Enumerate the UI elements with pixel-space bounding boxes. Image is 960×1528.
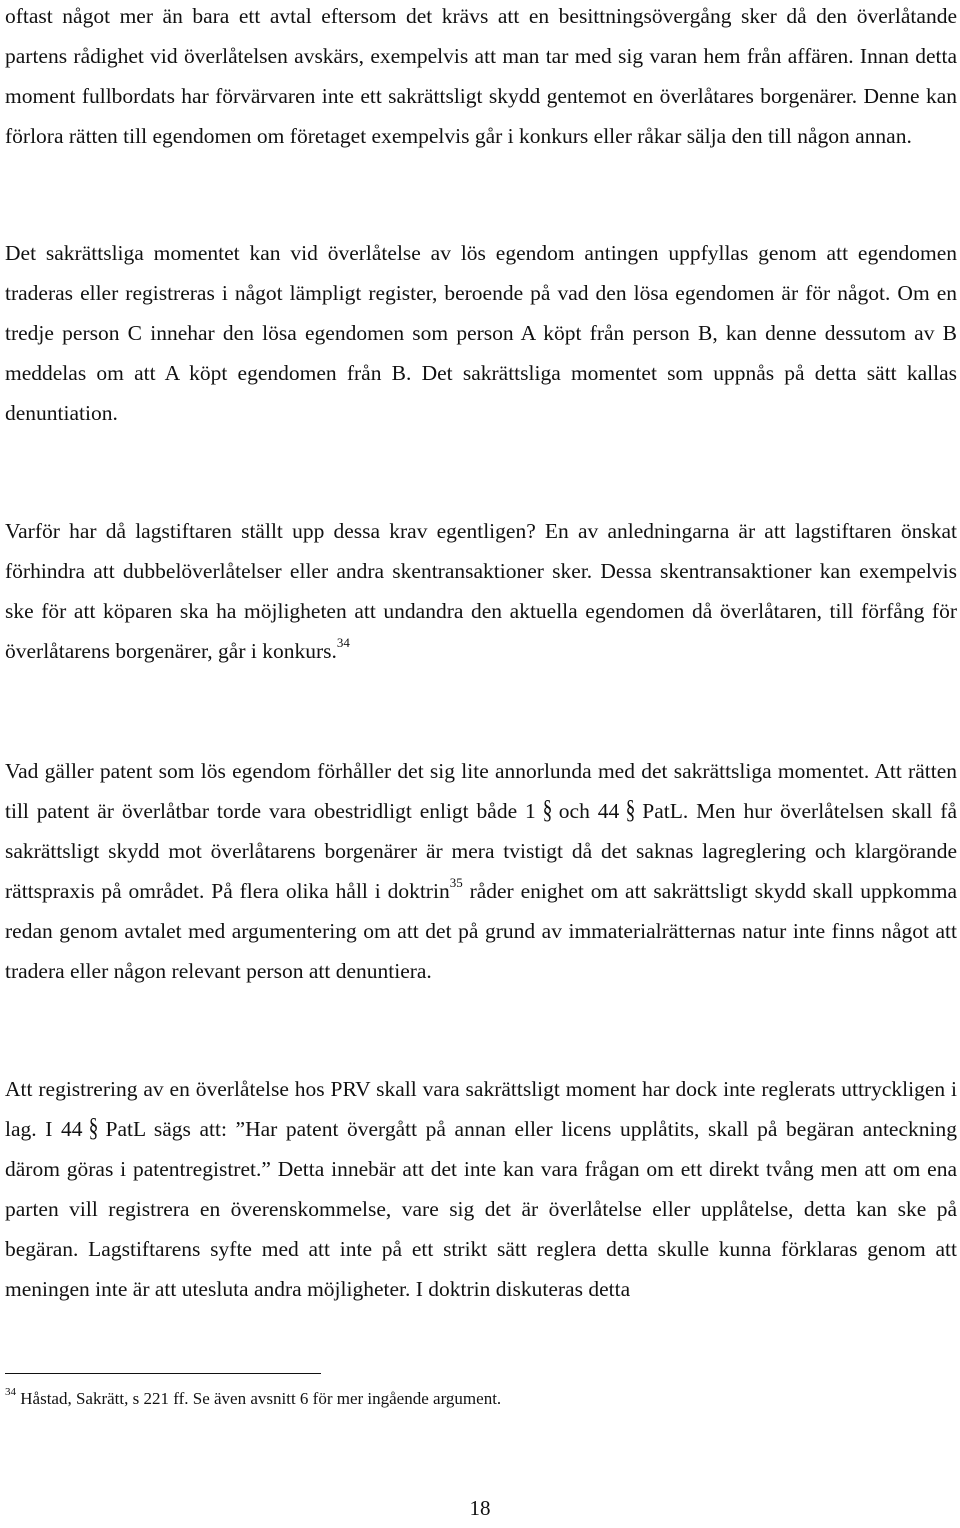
paragraph-3-text: Varför har då lagstiftaren ställt upp dessa krav egentligen? En av anledningarna är att lagstiftaren önskat förhindra att dubbelöverlåtelser eller andra skentransaktioner sker. Dessa skentransaktioner kan exempelvis ske för att köparen ska ha möjligheten att undandra den aktuella egendomen då överlåtaren, till förfång för överlåtarens borgenärer, går i konkurs. <box>5 519 957 663</box>
paragraph-5 <box>5 1069 957 1309</box>
footnote-text: Håstad, Sakrätt, s 221 ff. Se även avsnitt 6 för mer ingående argument. <box>20 1389 502 1408</box>
section-symbol: § <box>625 795 636 824</box>
section-symbol: § <box>542 795 553 824</box>
paragraph-4-text-c: PatL. Men hur överlåtelsen skall få sakrättsligt skydd mot överlåtarens borgenärer är mera tvistigt då det saknas lagreglering och klargörande rättspraxis på området. På flera olika håll i doktrin <box>5 799 957 903</box>
paragraph-3 <box>5 511 957 671</box>
footnote-separator <box>5 1373 321 1374</box>
paragraph-5-text-b: PatL sägs att: ”Har patent övergått på annan eller licens upplåtits, skall på begäran anteckning därom göras i patentregistret.” Detta innebär att det inte kan vara frågan om ett direkt tvång men att om ena parten vill registrera en överenskommelse, vare sig det är överlåtelse eller upplåtelse, detta kan ske på begäran. Lagstiftarens syfte med att inte på ett strikt sätt reglera detta skulle kunna förklaras genom att meningen inte är att utesluta andra möjligheter. I doktrin diskuteras detta <box>5 1117 957 1301</box>
paragraph-2-text: Det sakrättsliga momentet kan vid överlåtelse av lös egendom antingen uppfyllas genom att egendomen traderas eller registreras i något lämpligt register, beroende på vad den lösa egendomen är för något. Om en tredje person C innehar den lösa egendomen som person A köpt från person B, kan denne dessutom av B meddelas om att A köpt egendomen från B. Det sakrättsliga momentet som uppnås på detta sätt kallas denuntiation. <box>5 241 957 425</box>
paragraph-4-text-b: och 44 <box>558 799 620 823</box>
paragraph-1-text: oftast något mer än bara ett avtal eftersom det krävs att en besittningsövergång sker då den överlåtande partens rådighet vid överlåtelsen avskärs, exempelvis att man tar med sig varan hem från affären. Innan detta moment fullbordats har förvärvaren inte ett sakrättsligt skydd gentemot en överlåtares borgenärer. Denne kan förlora rätten till egendomen om företaget exempelvis går i konkurs eller råkar sälja den till någon annan. <box>5 4 957 148</box>
paragraph-1 <box>5 0 957 156</box>
paragraph-4-text-d: råder enighet om att sakrättsligt skydd skall uppkomma redan genom avtalet med argumentering om att det på grund av immaterialrätternas natur inte finns något att tradera eller någon relevant person att denuntiera. <box>5 879 958 983</box>
footnote-ref-34: 34 <box>336 634 350 650</box>
paragraph-4-text-a: Vad gäller patent som lös egendom förhåller det sig lite annorlunda med det sakrättsliga momentet. Att rätten till patent är överlåtbar torde vara obestridligt enligt både 1 <box>5 759 957 823</box>
paragraph-4 <box>5 751 957 991</box>
footnote-34 <box>5 1386 501 1412</box>
footnote-number: 34 <box>5 1386 16 1399</box>
section-symbol: § <box>89 1113 99 1142</box>
footnote-ref-35: 35 <box>449 874 463 890</box>
paragraph-5-text-a: Att registrering av en överlåtelse hos PRV skall vara sakrättsligt moment har dock inte reglerats uttryckligen i lag. I 44 <box>5 1077 957 1141</box>
paragraph-2 <box>5 233 957 433</box>
page-number: 18 <box>469 1496 491 1520</box>
